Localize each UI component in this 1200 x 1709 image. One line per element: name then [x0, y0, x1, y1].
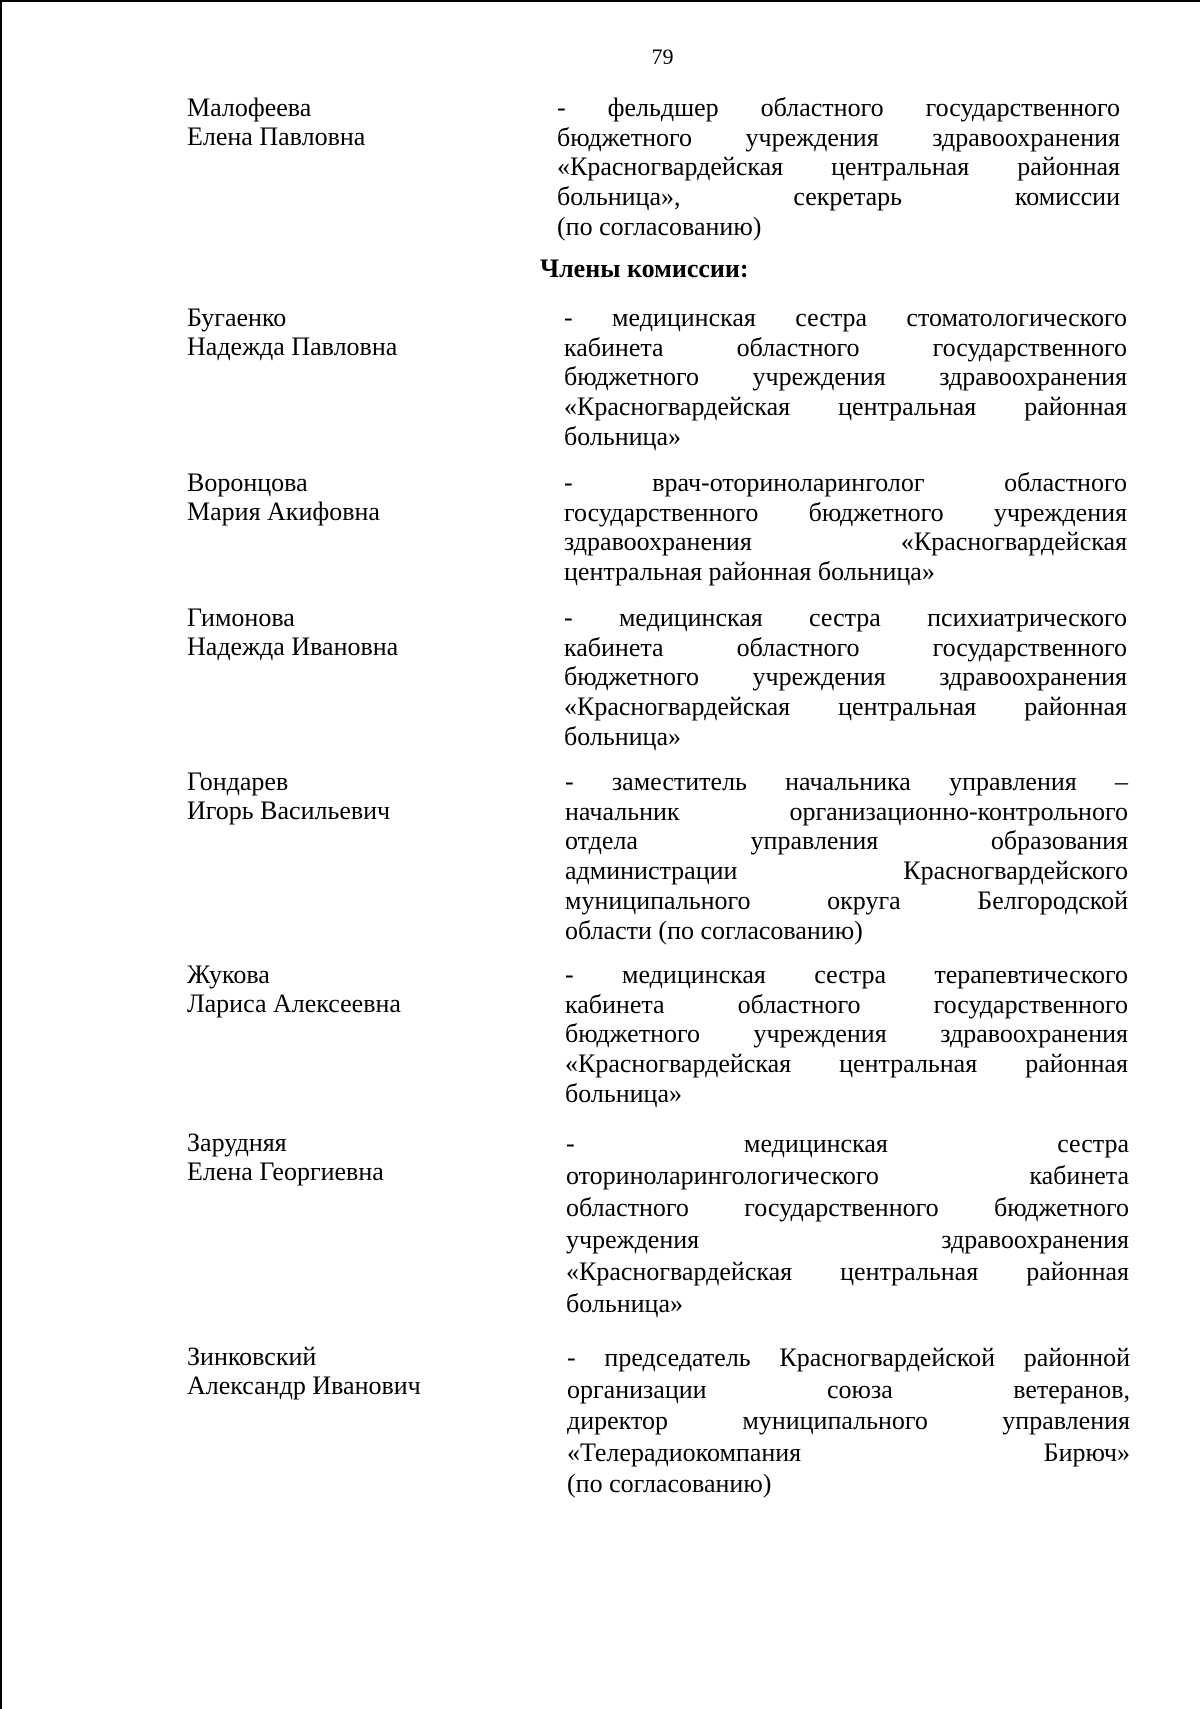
description-line: «Телерадиокомпания Бирюч» [567, 1437, 1130, 1467]
description-line: - врач-оториноларинголог областного [564, 468, 1127, 497]
description-line: отдела управления образования [565, 826, 1128, 856]
description-line: больница» [564, 421, 681, 451]
description-line: (по согласованию) [567, 1469, 772, 1498]
description-line: «Красногвардейская центральная районная [565, 1049, 1128, 1079]
description-line: больница», секретарь комиссии [557, 182, 1120, 212]
member-given-name: Надежда Павловна [187, 332, 398, 361]
member-given-name: Надежда Ивановна [187, 632, 399, 661]
description-line: (по согласованию) [557, 211, 762, 241]
description-line: муниципального округа Белгородской [565, 885, 1128, 915]
description-line: учреждения здравоохранения [566, 1225, 1129, 1254]
member-surname: Жукова [187, 960, 270, 989]
member-name [187, 93, 527, 151]
description-line: «Красногвардейская центральная районная [566, 1257, 1129, 1286]
description-line: кабинета областного государственного [564, 632, 1127, 662]
description-line: - фельдшер областного государственного [557, 93, 1120, 122]
page-border-top [0, 0, 1200, 2]
member-given-name: Елена Павловна [187, 122, 366, 151]
description-line: - медицинская сестра [566, 1129, 1129, 1158]
description-line: бюджетного учреждения здравоохранения [565, 1019, 1128, 1049]
member-name [187, 603, 527, 661]
member-description [557, 93, 1120, 242]
member-description [566, 1128, 1129, 1320]
description-line: областного государственного бюджетного [566, 1193, 1129, 1222]
member-surname: Зинковский [187, 1342, 317, 1371]
description-line: - председатель Красногвардейской районной [567, 1343, 1130, 1372]
description-line: бюджетного учреждения здравоохранения [564, 662, 1127, 692]
description-line: - медицинская сестра стоматологического [564, 303, 1127, 332]
member-given-name: Александр Иванович [187, 1371, 421, 1400]
member-name [187, 767, 527, 825]
member-description [567, 1342, 1130, 1500]
description-line: «Красногвардейская центральная районная [564, 692, 1127, 722]
member-description [564, 303, 1127, 452]
description-line: кабинета областного государственного [565, 989, 1128, 1019]
member-given-name: Елена Георгиевна [187, 1157, 384, 1186]
description-line: бюджетного учреждения здравоохранения [564, 362, 1127, 392]
member-description [564, 603, 1127, 752]
member-surname: Зарудняя [187, 1128, 287, 1157]
member-name [187, 303, 527, 361]
description-line: администрации Красногвардейского [565, 856, 1128, 886]
member-description [565, 960, 1128, 1109]
member-description [564, 468, 1127, 587]
member-surname: Бугаенко [187, 303, 287, 332]
member-name [187, 1342, 527, 1400]
member-given-name: Лариса Алексеевна [187, 989, 401, 1018]
description-line: кабинета областного государственного [564, 332, 1127, 362]
description-line: оториноларингологического кабинета [566, 1161, 1129, 1190]
description-line: бюджетного учреждения здравоохранения [557, 122, 1120, 152]
description-line: начальник организационно-контрольного [565, 796, 1128, 826]
description-line: - заместитель начальника управления – [565, 767, 1128, 796]
member-surname: Гондарев [187, 767, 289, 796]
description-line: - медицинская сестра психиатрического [564, 603, 1127, 632]
member-name [187, 960, 527, 1018]
description-line: области (по согласованию) [565, 915, 863, 945]
description-line: государственного бюджетного учреждения [564, 497, 1127, 527]
description-line: директор муниципального управления [567, 1406, 1130, 1435]
description-line: центральная районная больница» [564, 557, 935, 587]
description-line: больница» [564, 721, 681, 751]
page-number: 79 [651, 44, 674, 69]
section-heading: Члены комиссии: [540, 254, 749, 283]
description-line: больница» [565, 1078, 682, 1108]
description-line: «Красногвардейская центральная районная [557, 152, 1120, 182]
description-line: здравоохранения «Красногвардейская [564, 527, 1127, 557]
member-surname: Гимонова [187, 603, 295, 632]
description-line: «Красногвардейская центральная районная [564, 392, 1127, 422]
description-line: больница» [566, 1289, 683, 1318]
member-given-name: Игорь Васильевич [187, 796, 391, 825]
member-name [187, 468, 527, 526]
description-line: организации союза ветеранов, [567, 1374, 1130, 1404]
description-line: - медицинская сестра терапевтического [565, 960, 1128, 989]
member-given-name: Мария Акифовна [187, 497, 380, 526]
member-surname: Малофеева [187, 93, 312, 122]
member-name [187, 1128, 527, 1186]
member-description [565, 767, 1128, 945]
member-surname: Воронцова [187, 468, 308, 497]
page-border-left [0, 0, 2, 1709]
